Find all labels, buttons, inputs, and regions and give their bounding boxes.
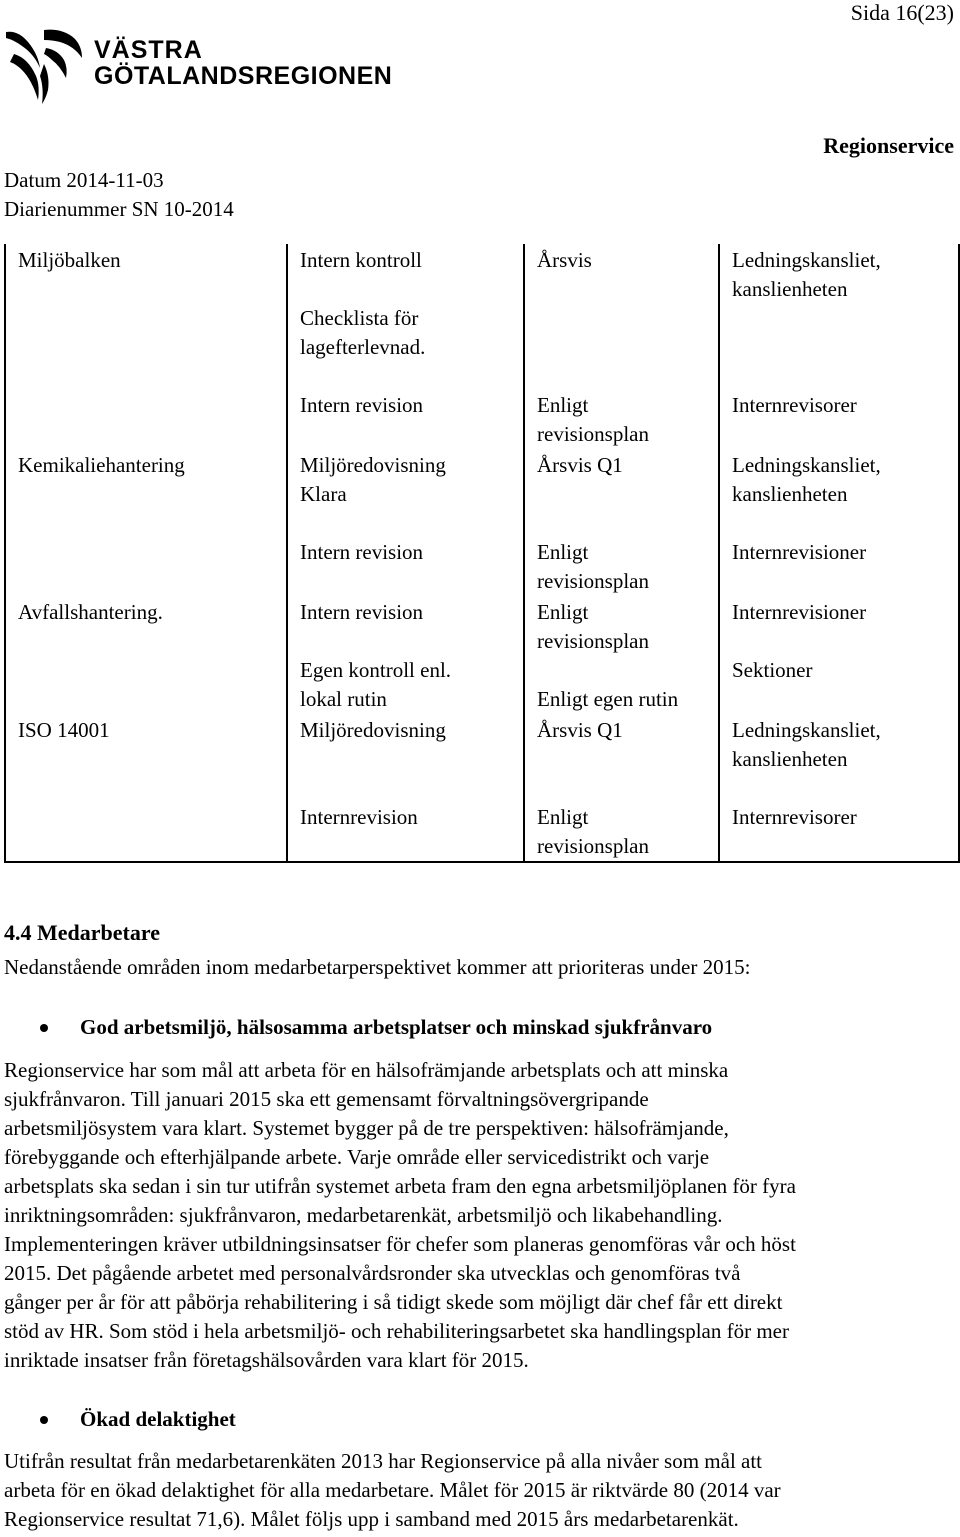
- paragraph-line: Utifrån resultat från medarbetarenkäten 2013 har Regionservice på alla nivåer som mål att: [4, 1449, 763, 1473]
- table-cell-frequency: revisionsplan: [537, 629, 649, 653]
- table-cell-control: Intern kontroll: [300, 248, 422, 272]
- paragraph-line: inriktade insatser från företagshälsovården vara klart för 2015.: [4, 1348, 529, 1372]
- table-cell-frequency: Enligt: [537, 393, 589, 417]
- table-cell-frequency: Årsvis: [537, 248, 592, 272]
- vastra-gotalandsregionen-logo-icon: [4, 24, 86, 106]
- table-cell-frequency: Enligt: [537, 805, 589, 829]
- table-cell-responsible: Sektioner: [732, 658, 813, 682]
- bullet-heading-work-environment: God arbetsmiljö, hälsosamma arbetsplatser och minskad sjukfrånvaro: [80, 1015, 713, 1039]
- bullet-icon: [40, 1024, 48, 1032]
- table-cell-control: lagefterlevnad.: [300, 335, 426, 359]
- table-cell-responsible: Ledningskansliet,: [732, 453, 881, 477]
- page-number: Sida 16(23): [850, 0, 954, 25]
- table-cell-frequency: Enligt egen rutin: [537, 687, 679, 711]
- table-cell-control: Intern revision: [300, 600, 424, 624]
- table-cell-control: Checklista för: [300, 306, 419, 330]
- table-cell-control: Egen kontroll enl.: [300, 658, 452, 682]
- document-date: Datum 2014-11-03: [4, 168, 164, 192]
- table-cell-control: Miljöredovisning: [300, 453, 446, 477]
- table-cell-responsible: Ledningskansliet,: [732, 718, 881, 742]
- paragraph-line: inriktningsområden: sjukfrånvaron, medarbetarenkät, arbetsmiljö och likabehandling.: [4, 1203, 723, 1227]
- paragraph-line: arbeta för en ökad delaktighet för alla medarbetare. Målet för 2015 är riktvärde 80 (2014 var: [4, 1478, 781, 1502]
- table-cell-area: Kemikaliehantering: [18, 453, 185, 477]
- section-intro: Nedanstående områden inom medarbetarperspektivet kommer att prioriteras under 2015:: [4, 955, 751, 979]
- table-cell-frequency: Enligt: [537, 600, 589, 624]
- logo-text-line1: VÄSTRA: [94, 36, 203, 64]
- table-cell-frequency: revisionsplan: [537, 569, 649, 593]
- paragraph-line: 2015. Det pågående arbetet med personalvårdsronder ska utvecklas och genomföras två: [4, 1261, 741, 1285]
- table-cell-responsible: kanslienheten: [732, 277, 848, 301]
- paragraph-line: arbetsplats ska sedan i sin tur utifrån systemet arbeta fram den egna arbetsmiljöplanen för fyra: [4, 1174, 796, 1198]
- table-cell-responsible: Ledningskansliet,: [732, 248, 881, 272]
- column-divider: [286, 244, 288, 861]
- table-cell-area: ISO 14001: [18, 718, 110, 742]
- table-cell-responsible: kanslienheten: [732, 747, 848, 771]
- paragraph-line: sjukfrånvaron. Till januari 2015 ska ett gemensamt förvaltningsövergripande: [4, 1087, 649, 1111]
- paragraph-line: Implementeringen kräver utbildningsinsatser för chefer som planeras genomföras vår och höst: [4, 1232, 796, 1256]
- table-cell-frequency: revisionsplan: [537, 834, 649, 858]
- table-cell-frequency: revisionsplan: [537, 422, 649, 446]
- paragraph-line: stöd av HR. Som stöd i hela arbetsmiljö- och rehabiliteringsarbetet ska handlingsplan för mer: [4, 1319, 789, 1343]
- department-name: Regionservice: [823, 133, 954, 158]
- registry-number: Diarienummer SN 10-2014: [4, 197, 234, 221]
- table-cell-frequency: Årsvis Q1: [537, 718, 623, 742]
- paragraph-line: Regionservice resultat 71,6). Målet följs upp i samband med 2015 års medarbetarenkät.: [4, 1507, 739, 1531]
- table-cell-control: Miljöredovisning: [300, 718, 446, 742]
- table-cell-area: Avfallshantering.: [18, 600, 163, 624]
- logo-text-line2: GÖTALANDSREGIONEN: [94, 62, 393, 90]
- table-cell-responsible: kanslienheten: [732, 482, 848, 506]
- table-cell-control: lokal rutin: [300, 687, 387, 711]
- section-heading: 4.4 Medarbetare: [4, 920, 160, 945]
- table-cell-frequency: Årsvis Q1: [537, 453, 623, 477]
- table-cell-responsible: Internrevisorer: [732, 393, 857, 417]
- paragraph-line: förebyggande och efterhjälpande arbete. Varje område eller servicedistrikt och varje: [4, 1145, 710, 1169]
- column-divider: [523, 244, 525, 861]
- bullet-icon: [40, 1416, 48, 1424]
- table-cell-responsible: Internrevisioner: [732, 600, 867, 624]
- bullet-heading-participation: Ökad delaktighet: [80, 1407, 236, 1431]
- paragraph-line: Regionservice har som mål att arbeta för en hälsofrämjande arbetsplats och att minska: [4, 1058, 729, 1082]
- table-cell-responsible: Internrevisorer: [732, 805, 857, 829]
- table-cell-responsible: Internrevisioner: [732, 540, 867, 564]
- table-cell-area: Miljöbalken: [18, 248, 121, 272]
- table-cell-control: Intern revision: [300, 393, 424, 417]
- table-cell-control: Klara: [300, 482, 347, 506]
- environment-control-table: [4, 244, 960, 863]
- table-cell-frequency: Enligt: [537, 540, 589, 564]
- table-cell-control: Internrevision: [300, 805, 418, 829]
- column-divider: [718, 244, 720, 861]
- table-cell-control: Intern revision: [300, 540, 424, 564]
- paragraph-line: arbetsmiljösystem vara klart. Systemet bygger på de tre perspektiven: hälsofrämjande,: [4, 1116, 729, 1140]
- paragraph-line: gånger per år för att påbörja rehabilitering i så tidigt skede som möjligt där chef får ett direkt: [4, 1290, 783, 1314]
